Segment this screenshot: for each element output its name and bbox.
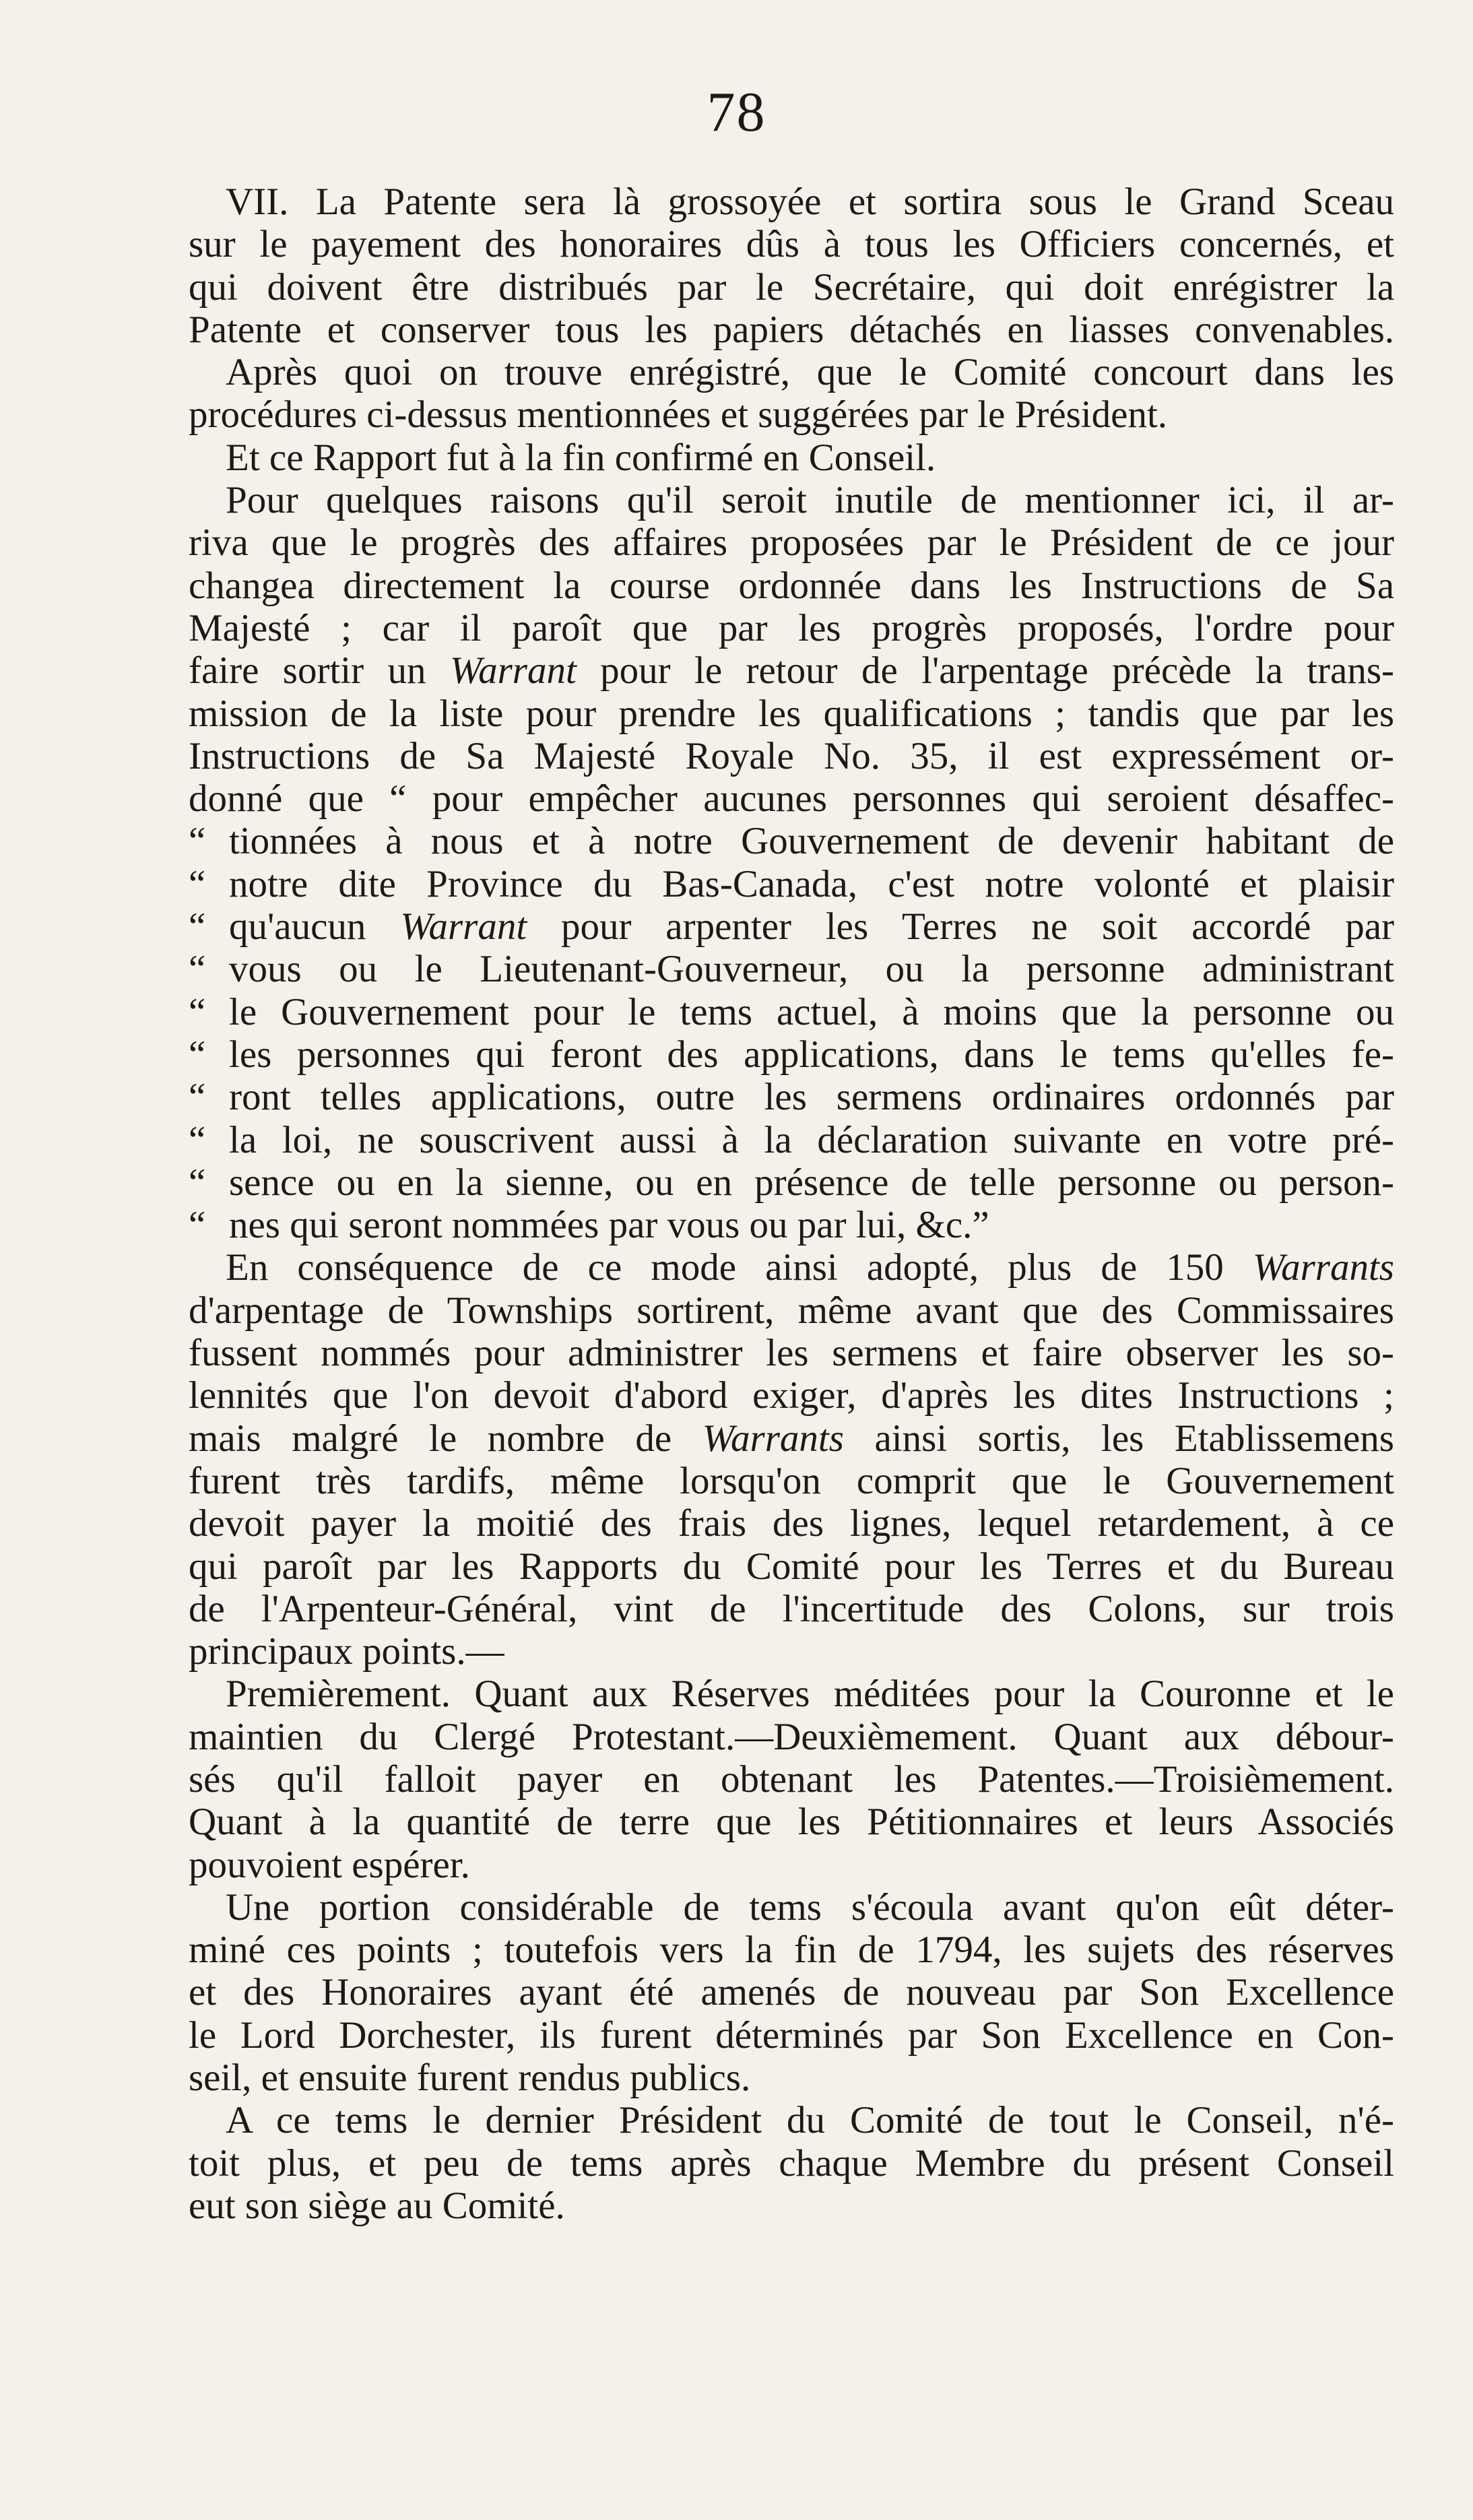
text-line: riva que le progrès des affaires proposées par le Président de ce jour [189,521,1394,564]
page-number: 78 [707,81,766,143]
text-line [189,1417,1394,1460]
text-line: VII. La Patente sera là grossoyée et sortira sous le Grand Sceau [226,181,1394,223]
italic-term: Warrants [1252,1246,1394,1289]
quote-mark: “ [189,1161,206,1204]
text-line: qui doivent être distribués par le Secrétaire, qui doit enrégistrer la [189,265,1394,309]
text-line: A ce tems le dernier Président du Comité de tout le Conseil, n'é- [226,2099,1394,2142]
italic-term: Warrant [400,905,527,948]
text-line: Premièrement. Quant aux Réserves méditées pour la Couronne et le [226,1673,1394,1716]
text-line: furent très tardifs, même lorsqu'on comprit que le Gouvernement [189,1459,1394,1502]
quote-mark: “ [189,862,206,905]
text-segment: sence ou en la sienne, ou en présence de telle personne ou person- [229,1161,1394,1204]
quoted-line [189,1204,1394,1246]
text-segment: faire sortir un [189,649,450,692]
quoted-line [189,1076,1394,1118]
text-segment: pour arpenter les Terres ne soit accordé par [527,905,1394,948]
text-segment: tionnées à nous et à notre Gouvernement de devenir habitant de [229,820,1394,863]
italic-term: Warrants [702,1417,844,1460]
quote-mark: “ [189,1033,206,1076]
text-line: sur le payement des honoraires dûs à tous les Officiers concernés, et [189,223,1394,266]
text-line: Patente et conserver tous les papiers détachés en liasses convenables. [189,308,1394,351]
body-text [189,181,1394,2227]
text-line: Majesté ; car il paroît que par les progrès proposés, l'ordre pour [189,606,1394,649]
text-segment: notre dite Province du Bas-Canada, c'est notre volonté et plaisir [229,862,1394,905]
quoted-line [189,991,1394,1033]
quote-mark: “ [189,1204,206,1247]
quote-mark: “ [189,990,206,1033]
text-line: fussent nommés pour administrer les sermens et faire observer les so- [189,1332,1394,1375]
text-line: miné ces points ; toutefois vers la fin de 1794, les sujets des réserves [189,1929,1394,1972]
text-line: changea directement la course ordonnée dans les Instructions de Sa [189,564,1394,607]
quoted-line [189,905,1394,948]
text-segment: ront telles applications, outre les sermens ordinaires ordonnés par [229,1076,1394,1119]
quoted-line [189,820,1394,862]
text-segment: nes qui seront nommées par vous ou par lui, &c.” [229,1204,989,1247]
quoted-line [189,863,1394,905]
text-line: qui paroît par les Rapports du Comité pour les Terres et du Bureau [189,1545,1394,1588]
text-segment: mais malgré le nombre de [189,1417,702,1460]
text-line [189,1246,1394,1289]
text-line: d'arpentage de Townships sortirent, même avant que des Commissaires [189,1289,1394,1332]
text-line [189,649,1394,692]
text-segment: En conséquence de ce mode ainsi adopté, plus de 150 [226,1246,1253,1289]
text-line: eut son siège au Comité. [189,2184,565,2227]
quoted-line [189,1119,1394,1161]
text-line: Quant à la quantité de terre que les Pétitionnaires et leurs Associés [189,1801,1394,1844]
quote-mark: “ [189,948,206,991]
text-line: Instructions de Sa Majesté Royale No. 35, il est expressément or- [189,734,1394,777]
text-line: sés qu'il falloit payer en obtenant les Patentes.—Troisièmement. [189,1757,1394,1801]
text-line: lennités que l'on devoit d'abord exiger, d'après les dites Instructions ; [189,1374,1394,1417]
quote-mark: “ [189,905,206,948]
text-line: procédures ci-dessus mentionnées et suggérées par le Président. [189,393,1168,437]
text-line: devoit payer la moitié des frais des lignes, lequel retardement, à ce [189,1502,1394,1545]
quoted-line [189,1161,1394,1204]
text-line: Et ce Rapport fut à la fin confirmé en Conseil. [226,436,936,479]
text-segment: la loi, ne souscrivent aussi à la déclaration suivante en votre pré- [229,1118,1394,1161]
text-segment: vous ou le Lieutenant-Gouverneur, ou la personne administrant [229,948,1394,991]
text-line: principaux points.— [189,1630,504,1673]
text-line: maintien du Clergé Protestant.—Deuxièmement. Quant aux débour- [189,1715,1394,1758]
text-line: le Lord Dorchester, ils furent déterminés par Son Excellence en Con- [189,2013,1394,2057]
text-line: toit plus, et peu de tems après chaque Membre du présent Conseil [189,2141,1394,2185]
text-line: Une portion considérable de tems s'écoula avant qu'on eût déter- [226,1885,1394,1929]
text-segment: ainsi sortis, les Etablissemens [843,1417,1394,1460]
quoted-line [189,948,1394,990]
quote-mark: “ [189,1118,206,1161]
text-segment: pour le retour de l'arpentage précède la trans- [576,649,1394,692]
text-line: mission de la liste pour prendre les qualifications ; tandis que par les [189,692,1394,735]
text-line: donné que “ pour empêcher aucunes personnes qui seroient désaffec- [189,777,1394,820]
text-line: de l'Arpenteur-Général, vint de l'incertitude des Colons, sur trois [189,1587,1394,1630]
text-line: seil, et ensuite furent rendus publics. [189,2057,751,2100]
italic-term: Warrant [449,649,577,692]
text-line: Pour quelques raisons qu'il seroit inutile de mentionner ici, il ar- [226,479,1394,522]
text-line: pouvoient espérer. [189,1843,470,1886]
quote-mark: “ [189,820,206,863]
quote-mark: “ [189,1076,206,1119]
text-segment: les personnes qui feront des applications, dans le tems qu'elles fe- [229,1033,1394,1076]
text-segment: le Gouvernement pour le tems actuel, à moins que la personne ou [229,990,1394,1033]
text-line: et des Honoraires ayant été amenés de nouveau par Son Excellence [189,1971,1394,2014]
text-line: Après quoi on trouve enrégistré, que le Comité concourt dans les [226,351,1394,394]
quoted-line [189,1033,1394,1076]
text-segment: qu'aucun [229,905,401,948]
